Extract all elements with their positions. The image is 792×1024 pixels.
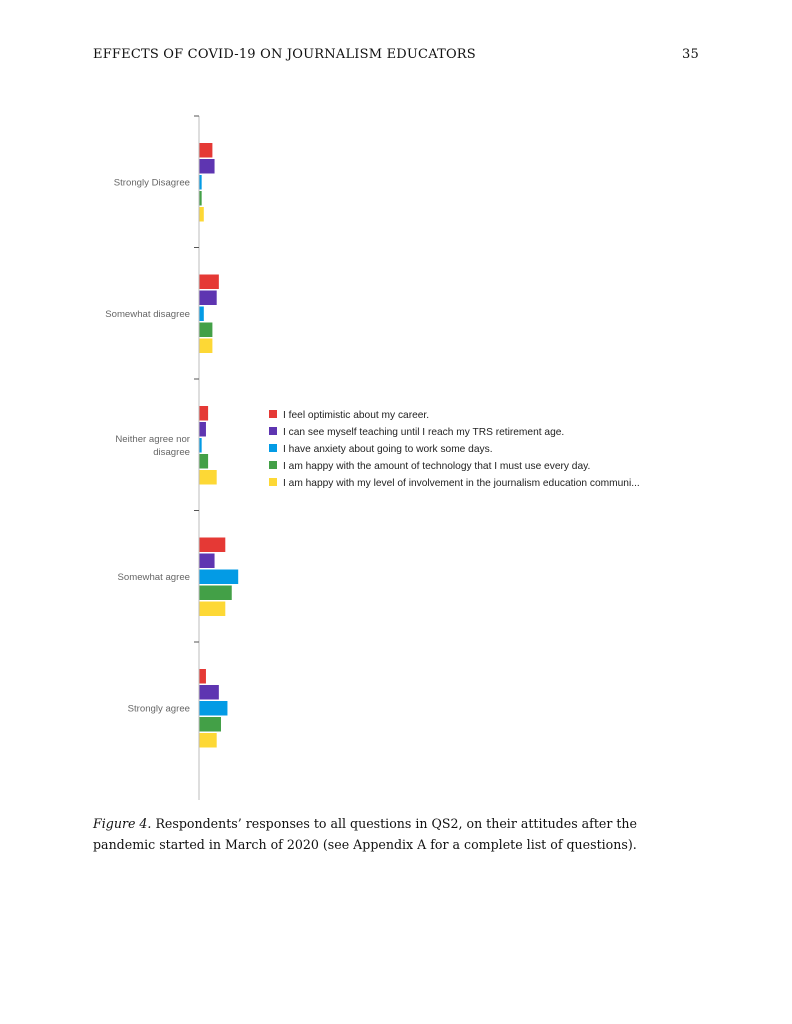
bar	[200, 438, 202, 453]
chart-legend	[269, 410, 640, 489]
bar	[200, 143, 213, 158]
bar	[200, 191, 202, 206]
figure-label: Figure 4.	[93, 816, 152, 831]
bar	[200, 570, 239, 585]
legend-label: I am happy with my level of involvement in the journalism education communi...	[283, 478, 640, 489]
category-labels	[105, 177, 191, 714]
bar	[200, 701, 228, 716]
bar	[200, 339, 213, 354]
category-label: Somewhat agree	[117, 571, 190, 583]
legend-swatch	[269, 444, 277, 452]
bar	[200, 159, 215, 174]
bar	[200, 422, 206, 437]
bar	[200, 554, 215, 569]
bar	[200, 323, 213, 338]
bar	[200, 454, 209, 469]
running-title: EFFECTS OF COVID-19 ON JOURNALISM EDUCATORS	[93, 47, 476, 62]
legend-label: I have anxiety about going to work some days.	[283, 444, 493, 455]
bar	[200, 291, 217, 306]
bar	[200, 406, 209, 421]
caption-text: Respondents’ responses to all questions in QS2, on their attitudes after the pandemic started in March of 2020 (see Appendix A for a complete list of questions).	[93, 816, 637, 852]
figure-caption	[93, 813, 703, 855]
category-label: Strongly Disagree	[113, 177, 190, 189]
legend-label: I feel optimistic about my career.	[283, 410, 430, 421]
category-label: disagree	[153, 446, 190, 458]
chart-bars	[200, 143, 239, 748]
bar	[200, 307, 204, 322]
bar	[200, 207, 204, 222]
bar	[200, 275, 219, 290]
bar	[200, 602, 226, 617]
legend-swatch	[269, 427, 277, 435]
page-number: 35	[682, 47, 699, 62]
legend-swatch	[269, 410, 277, 418]
bar	[200, 175, 202, 190]
bar	[200, 733, 217, 748]
category-label: Somewhat disagree	[105, 308, 190, 320]
legend-label: I can see myself teaching until I reach my TRS retirement age.	[283, 427, 565, 438]
bar	[200, 586, 232, 601]
bar	[200, 717, 222, 732]
bar	[200, 669, 206, 684]
legend-swatch	[269, 478, 277, 486]
bar	[200, 538, 226, 553]
bar	[200, 685, 219, 700]
legend-label: I am happy with the amount of technology that I must use every day.	[283, 461, 591, 472]
category-label: Strongly agree	[127, 703, 190, 715]
bar	[200, 470, 217, 485]
category-label: Neither agree nor	[115, 433, 190, 445]
legend-swatch	[269, 461, 277, 469]
